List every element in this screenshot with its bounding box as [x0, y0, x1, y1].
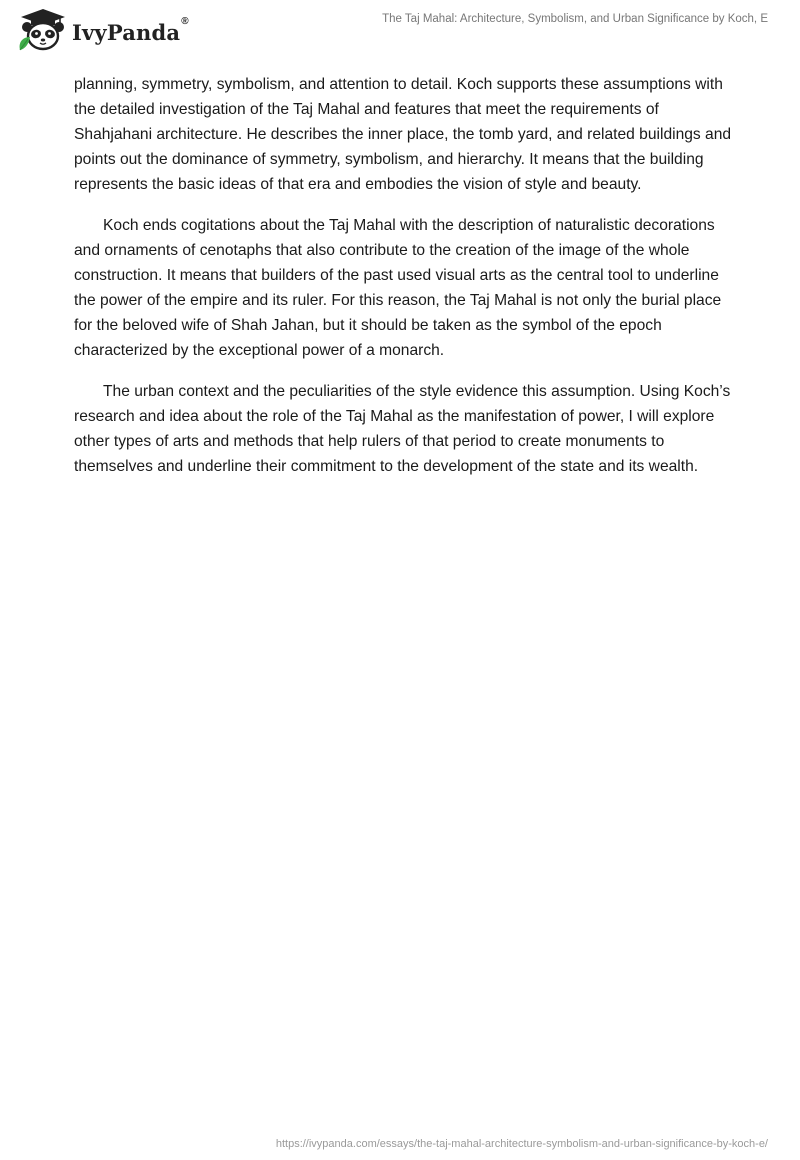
essay-body — [74, 72, 734, 495]
paragraph: planning, symmetry, symbolism, and attention to detail. Koch supports these assumptions with the detailed investigation of the Taj Mahal and features that meet the requirements of Shahjahani architecture. He describes the inner place, the tomb yard, and related buildings and points out the dominance of symmetry, symbolism, and hierarchy. It means that the building represents the basic ideas of that era and embodies the vision of style and beauty. — [74, 76, 732, 193]
page-header — [0, 0, 800, 70]
document-title: The Taj Mahal: Architecture, Symbolism, and Urban Significance by Koch, E — [382, 13, 768, 25]
source-url[interactable]: https://ivypanda.com/essays/the-taj-mahal-architecture-symbolism-and-urban-significance-by-koch-e/ — [275, 1138, 768, 1150]
registered-mark: ® — [181, 15, 189, 27]
paragraph: The urban context and the peculiarities of the style evidence this assumption. Using Koch’s research and idea about the role of the Taj Mahal as the manifestation of power, I will explore other types of arts and methods that help rulers of that period to create monuments to themselves and underline their commitment to the development of the state and its wealth. — [74, 383, 731, 475]
logo-name: IvyPanda — [72, 19, 181, 45]
paragraph: Koch ends cogitations about the Taj Mahal with the description of naturalistic decorations and ornaments of cenotaphs that also contribute to the creation of the image of the whole construction. It means that builders of the past used visual arts as the central tool to underline the power of the empire and its ruler. For this reason, the Taj Mahal is not only the burial place for the beloved wife of Shah Jahan, but it should be taken as the symbol of the epoch characterized by the exceptional power of a monarch. — [74, 217, 722, 359]
panda-graduate-logo-icon — [14, 8, 70, 52]
logo-wordmark — [72, 15, 189, 45]
ivypanda-logo[interactable] — [14, 8, 189, 52]
